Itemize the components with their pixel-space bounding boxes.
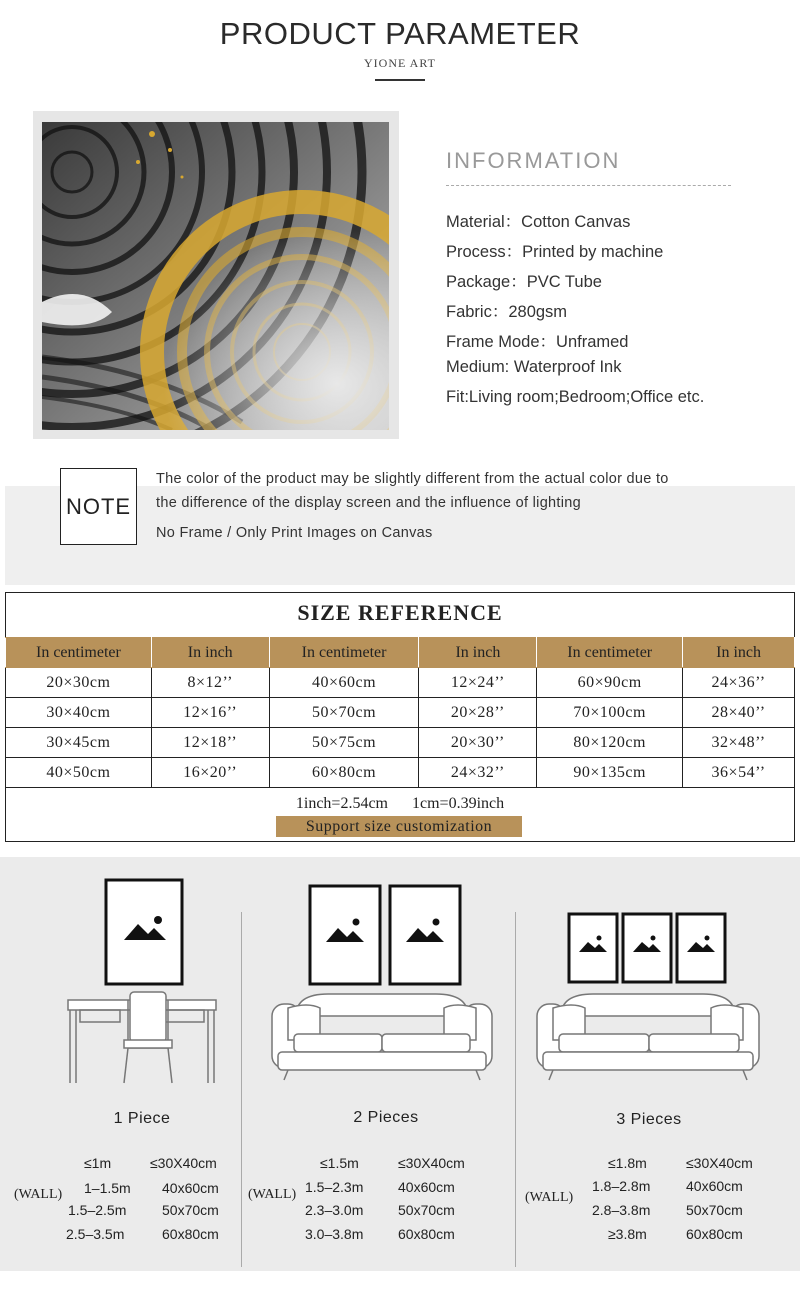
note-text-3: No Frame / Only Print Images on Canvas xyxy=(156,525,433,541)
wall-width: 2.5–3.5m xyxy=(66,1226,125,1242)
table-cell: 40×60cm xyxy=(269,668,419,698)
frame-size: ≤30X40cm xyxy=(398,1155,465,1171)
table-cell: 16×20’’ xyxy=(151,758,269,788)
wall-width: 1.5–2.5m xyxy=(68,1202,127,1218)
customization-badge: Support size customization xyxy=(276,816,522,837)
wall-width: 2.8–3.8m xyxy=(592,1202,651,1218)
table-cell: 32×48’’ xyxy=(683,728,795,758)
unit-conversion: 1inch=2.54cm 1cm=0.39inch xyxy=(295,795,505,812)
frame-size: ≤30X40cm xyxy=(686,1155,753,1171)
info-process: Process：Printed by machine xyxy=(446,243,664,261)
wall-label: (WALL) xyxy=(525,1190,574,1205)
table-row xyxy=(6,728,795,758)
frame-size: ≤30X40cm xyxy=(150,1155,217,1171)
guide-label-2-pieces: 2 Pieces xyxy=(353,1109,419,1126)
table-cell: 50×70cm xyxy=(269,698,419,728)
info-fit: Fit:Living room;Bedroom;Office etc. xyxy=(446,388,705,406)
frame-size: 50x70cm xyxy=(398,1202,455,1218)
frame-size: 50x70cm xyxy=(162,1202,219,1218)
table-cell: 28×40’’ xyxy=(683,698,795,728)
table-cell: 30×45cm xyxy=(6,728,152,758)
table-cell: 8×12’’ xyxy=(151,668,269,698)
info-medium: Medium: Waterproof Ink xyxy=(446,358,622,376)
table-row xyxy=(6,758,795,788)
table-cell: 24×36’’ xyxy=(683,668,795,698)
table-header-cell: In centimeter xyxy=(537,638,683,668)
table-header-cell: In inch xyxy=(151,638,269,668)
table-row xyxy=(6,668,795,698)
wall-width: ≤1.8m xyxy=(608,1155,647,1171)
wall-width: ≥3.8m xyxy=(608,1226,647,1242)
table-cell: 70×100cm xyxy=(537,698,683,728)
wall-width: 1.5–2.3m xyxy=(305,1179,364,1195)
info-package: Package：PVC Tube xyxy=(446,273,602,291)
frame-size: 60x80cm xyxy=(398,1226,455,1242)
note-text-1: The color of the product may be slightly different from the actual color due to xyxy=(156,471,669,487)
product-artwork-image xyxy=(42,122,389,430)
frame-size: 50x70cm xyxy=(686,1202,743,1218)
table-header-cell: In inch xyxy=(419,638,537,668)
table-cell: 30×40cm xyxy=(6,698,152,728)
wall-width: 2.3–3.0m xyxy=(305,1202,364,1218)
title-underline xyxy=(375,79,425,81)
information-heading: INFORMATION xyxy=(446,148,621,173)
info-frame-mode: Frame Mode：Unframed xyxy=(446,333,629,351)
sofa-with-two-frames-icon xyxy=(268,884,496,1084)
guide-divider xyxy=(515,912,516,1267)
table-cell: 12×18’’ xyxy=(151,728,269,758)
size-reference-table xyxy=(5,637,795,788)
table-header-cell: In centimeter xyxy=(269,638,419,668)
frame-size: 40x60cm xyxy=(686,1178,743,1194)
table-row xyxy=(6,698,795,728)
table-cell: 60×90cm xyxy=(537,668,683,698)
info-material: Material：Cotton Canvas xyxy=(446,213,631,231)
table-cell: 60×80cm xyxy=(269,758,419,788)
table-cell: 40×50cm xyxy=(6,758,152,788)
wall-label: (WALL) xyxy=(248,1187,297,1202)
wall-width: 1.8–2.8m xyxy=(592,1178,651,1194)
table-header-cell: In inch xyxy=(683,638,795,668)
wall-width: 3.0–3.8m xyxy=(305,1226,364,1242)
table-cell: 20×30’’ xyxy=(419,728,537,758)
table-header-cell: In centimeter xyxy=(6,638,152,668)
brand-subtitle: YIONE ART xyxy=(364,56,436,70)
frame-size: 40x60cm xyxy=(162,1180,219,1196)
page-title: PRODUCT PARAMETER xyxy=(219,16,581,51)
table-cell: 20×28’’ xyxy=(419,698,537,728)
table-cell: 80×120cm xyxy=(537,728,683,758)
size-reference-title: SIZE REFERENCE xyxy=(297,600,503,625)
wall-width: ≤1.5m xyxy=(320,1155,359,1171)
table-cell: 24×32’’ xyxy=(419,758,537,788)
wall-label: (WALL) xyxy=(14,1187,63,1202)
note-text-2: the difference of the display screen and the influence of lighting xyxy=(156,495,581,511)
wall-width: ≤1m xyxy=(84,1155,112,1171)
information-divider xyxy=(446,185,731,186)
table-cell: 12×24’’ xyxy=(419,668,537,698)
guide-label-1-piece: 1 Piece xyxy=(113,1110,171,1127)
desk-with-one-frame-icon xyxy=(60,878,225,1088)
guide-label-3-pieces: 3 Pieces xyxy=(616,1111,682,1128)
table-cell: 12×16’’ xyxy=(151,698,269,728)
table-cell: 20×30cm xyxy=(6,668,152,698)
guide-divider xyxy=(241,912,242,1267)
table-cell: 36×54’’ xyxy=(683,758,795,788)
note-label: NOTE xyxy=(60,468,137,545)
info-fabric: Fabric：280gsm xyxy=(446,303,568,321)
table-cell: 50×75cm xyxy=(269,728,419,758)
table-header-row xyxy=(6,638,795,668)
sofa-with-three-frames-icon xyxy=(533,910,763,1084)
wall-width: 1–1.5m xyxy=(84,1180,131,1196)
frame-size: 60x80cm xyxy=(686,1226,743,1242)
table-cell: 90×135cm xyxy=(537,758,683,788)
frame-size: 40x60cm xyxy=(398,1179,455,1195)
frame-size: 60x80cm xyxy=(162,1226,219,1242)
